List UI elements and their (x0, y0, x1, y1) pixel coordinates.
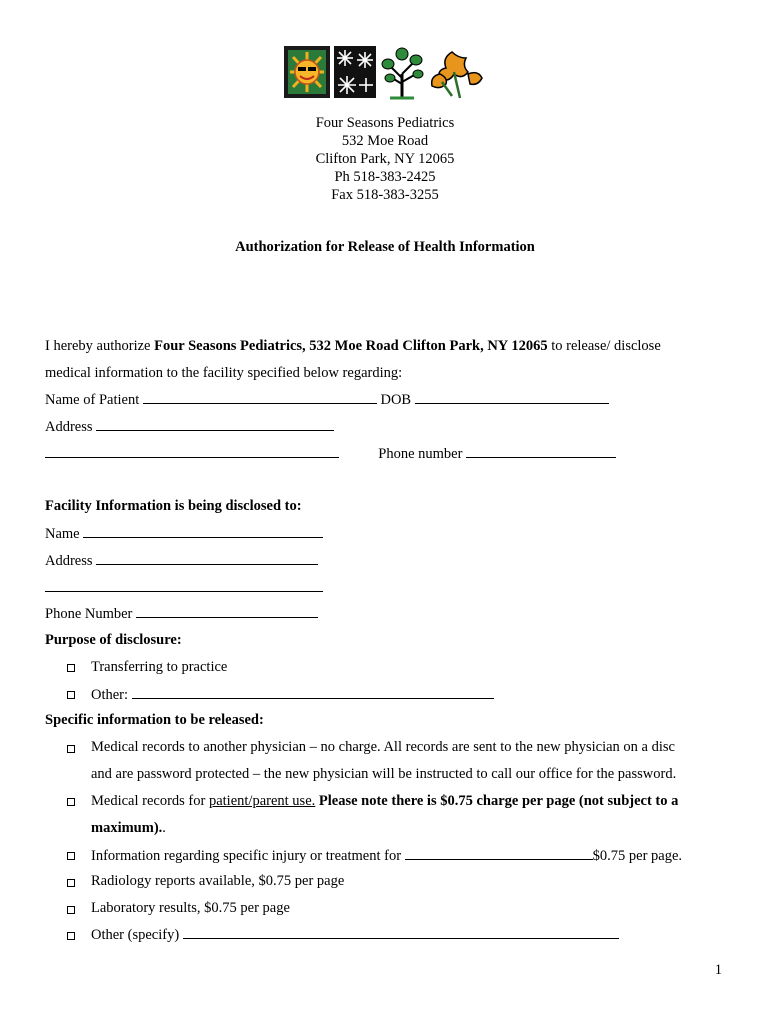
item-records-patient-line1 (91, 793, 678, 810)
dob-label: DOB (380, 392, 412, 408)
practice-city: Clifton Park, NY 12065 (315, 151, 455, 167)
injury-treatment-field[interactable] (405, 847, 593, 860)
intro-suffix: to release/ disclose (547, 338, 661, 354)
specific-heading: Specific information to be released: (45, 712, 264, 728)
item-records-physician-line2: and are password protected – the new physician will be instructed to call our office for the password. (91, 766, 677, 782)
item-laboratory: Laboratory results, $0.75 per page (91, 900, 290, 916)
facility-phone-field[interactable] (136, 605, 318, 618)
item2-prefix: Medical records for (91, 793, 209, 809)
item3-prefix: Information regarding specific injury or treatment for (91, 848, 405, 864)
patient-address-field[interactable] (96, 418, 334, 431)
practice-fax: Fax 518-383-3255 (331, 187, 439, 203)
item-records-physician-line1: Medical records to another physician – no charge. All records are sent to the new physician on a disc (91, 739, 675, 755)
facility-address-field[interactable] (96, 552, 318, 565)
purpose-other-field[interactable] (132, 686, 494, 699)
item2-maximum: maximum). (91, 820, 163, 836)
checkbox-other-specify[interactable] (67, 932, 75, 940)
facility-phone-row (45, 605, 318, 623)
item6-label: Other (specify) (91, 927, 180, 943)
item2-charge-note: Please note there is $0.75 charge per page (not subject to a (315, 793, 679, 809)
form-title: Authorization for Release of Health Information (235, 239, 535, 255)
facility-name-field[interactable] (83, 525, 323, 538)
patient-address-row (45, 418, 334, 436)
purpose-heading: Purpose of disclosure: (45, 632, 182, 648)
checkbox-radiology[interactable] (67, 879, 75, 887)
purpose-option-transferring: Transferring to practice (91, 659, 228, 675)
practice-street: 532 Moe Road (341, 133, 429, 149)
intro-line-1 (45, 338, 661, 355)
patient-name-field[interactable] (143, 391, 377, 404)
item-specific-injury (91, 847, 682, 865)
four-seasons-logo (282, 44, 490, 102)
dob-field[interactable] (415, 391, 609, 404)
checkbox-records-patient[interactable] (67, 798, 75, 806)
intro-prefix: I hereby authorize (45, 338, 155, 354)
facility-heading: Facility Information is being disclosed to: (45, 498, 302, 514)
patient-address-field-2[interactable] (45, 445, 339, 458)
patient-phone-field[interactable] (466, 445, 616, 458)
checkbox-records-physician[interactable] (67, 745, 75, 753)
item-radiology: Radiology reports available, $0.75 per page (91, 873, 345, 889)
practice-name: Four Seasons Pediatrics (315, 115, 455, 131)
facility-address-row-2 (45, 579, 323, 597)
item3-suffix: $0.75 per page. (592, 848, 683, 864)
intro-practice: Four Seasons Pediatrics, 532 Moe Road Clifton Park, NY 12065 (154, 338, 548, 354)
patient-name-label: Name of Patient (45, 392, 140, 408)
checkbox-laboratory[interactable] (67, 906, 75, 914)
sun-icon (284, 46, 330, 98)
page-number: 1 (714, 962, 722, 978)
facility-address-field-2[interactable] (45, 579, 323, 592)
snowflake-icon (334, 46, 376, 98)
facility-phone-label: Phone Number (45, 606, 133, 622)
patient-address-label: Address (45, 419, 93, 435)
practice-header (0, 114, 770, 204)
checkbox-specific-injury[interactable] (67, 852, 75, 860)
spring-tree-icon (382, 48, 423, 98)
facility-name-label: Name (45, 526, 80, 542)
checkbox-transferring[interactable] (67, 664, 75, 672)
item2-tail: . (162, 820, 166, 836)
autumn-leaf-icon (432, 52, 482, 98)
item-other-specify (91, 926, 619, 944)
facility-address-row (45, 552, 318, 570)
facility-name-row (45, 525, 323, 543)
patient-address-phone-row (45, 445, 616, 463)
purpose-option-other: Other: (91, 687, 129, 703)
item-records-patient-line2 (91, 820, 166, 837)
item2-underlined: patient/parent use. (208, 793, 316, 809)
patient-phone-label: Phone number (378, 446, 463, 462)
facility-address-label: Address (45, 553, 93, 569)
practice-phone: Ph 518-383-2425 (334, 169, 436, 185)
checkbox-purpose-other[interactable] (67, 691, 75, 699)
purpose-other-row (91, 686, 494, 704)
intro-line-2: medical information to the facility specified below regarding: (45, 365, 403, 381)
patient-name-row (45, 391, 609, 409)
other-specify-field[interactable] (183, 926, 619, 939)
